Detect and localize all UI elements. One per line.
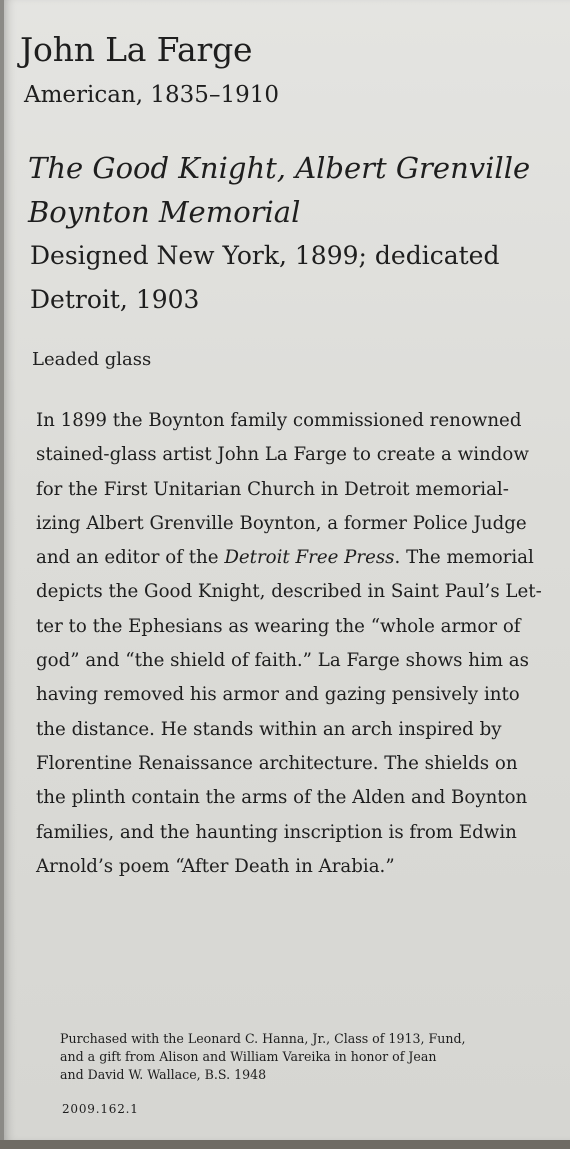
artist-nationality-dates: American, 1835–1910 (24, 82, 279, 108)
artwork-date-line: Designed New York, 1899; dedicated (30, 241, 500, 270)
artwork-description (36, 404, 556, 884)
artwork-medium: Leaded glass (32, 349, 152, 370)
artwork-date (30, 234, 499, 322)
description-line: god” and “the shield of faith.” La Farge shows him as (36, 650, 529, 672)
artwork-date-line: Detroit, 1903 (30, 285, 200, 314)
description-line: having removed his armor and gazing pensively into (36, 684, 520, 706)
museum-wall-label (4, 0, 570, 1140)
description-line: In 1899 the Boynton family commissioned renowned (36, 410, 522, 431)
newspaper-title: Detroit Free Press (224, 547, 395, 569)
description-line: for the First Unitarian Church in Detroit memorial- (36, 478, 509, 500)
artwork-title-line: Boynton Memorial (28, 195, 301, 229)
credit-line-text: and a gift from Alison and William Vareika in honor of Jean (60, 1049, 437, 1064)
description-line: Arnold’s poem “After Death in Arabia.” (36, 855, 395, 877)
artwork-title-line: The Good Knight, Albert Grenville (28, 151, 531, 185)
description-line: the distance. He stands within an arch inspired by (36, 718, 502, 740)
description-line: the plinth contain the arms of the Alden and Boynton (36, 787, 528, 809)
description-text: and an editor of the (36, 547, 225, 569)
artist-name: John La Farge (20, 30, 253, 69)
credit-line-text: Purchased with the Leonard C. Hanna, Jr., Class of 1913, Fund, (60, 1031, 466, 1046)
description-line: ter to the Ephesians as wearing the “whole armor of (36, 615, 521, 637)
description-line: izing Albert Grenville Boynton, a former Police Judge (36, 512, 527, 534)
credit-line-text: and David W. Wallace, B.S. 1948 (60, 1067, 267, 1082)
description-line: Florentine Renaissance architecture. The shields on (36, 752, 518, 774)
description-line: depicts the Good Knight, described in Saint Paul’s Let- (36, 581, 542, 603)
label-bottom-edge (0, 1140, 570, 1149)
description-line: families, and the haunting inscription is from Edwin (36, 821, 517, 843)
accession-number: 2009.162.1 (62, 1102, 139, 1116)
artwork-title (28, 146, 558, 234)
description-line (36, 541, 556, 575)
description-line: stained-glass artist John La Farge to create a window (36, 444, 529, 466)
credit-line (60, 1030, 560, 1084)
description-text: . The memorial (394, 547, 534, 569)
